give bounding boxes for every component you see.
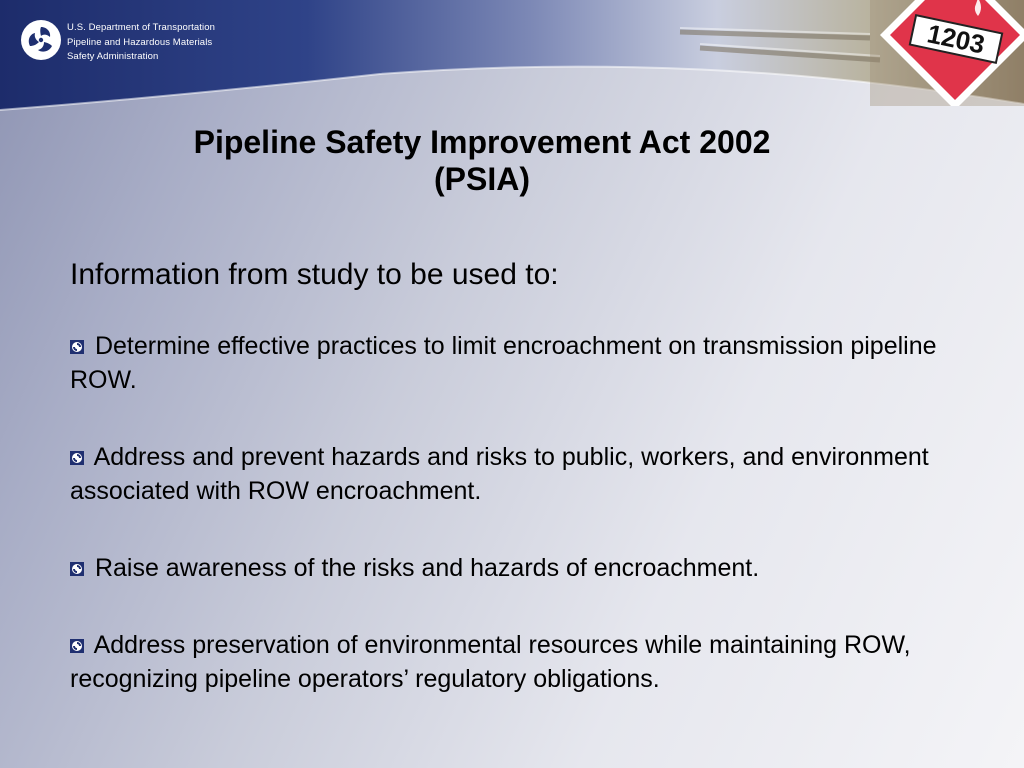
bullet-item bbox=[70, 551, 960, 585]
agency-line-2: Safety Administration bbox=[67, 51, 159, 62]
hazmat-placard-image bbox=[870, 0, 1024, 106]
dot-bullet-icon bbox=[70, 562, 84, 576]
bullet-item bbox=[70, 329, 960, 397]
agency-line-1: Pipeline and Hazardous Materials bbox=[67, 37, 213, 48]
dot-bullet-icon bbox=[70, 340, 84, 354]
dot-bullet-icon bbox=[70, 639, 84, 653]
bullet-text: Address preservation of environmental resources while maintaining ROW, recognizing pipeline operators’ regulatory obligations. bbox=[70, 631, 911, 693]
department-name: U.S. Department of Transportation bbox=[67, 22, 215, 33]
triskelion-logo-icon bbox=[25, 24, 57, 56]
dot-logo bbox=[21, 20, 61, 60]
bullet-text: Determine effective practices to limit encroachment on transmission pipeline ROW. bbox=[70, 332, 937, 394]
placard-number: 1203 bbox=[924, 18, 988, 60]
header-banner bbox=[0, 0, 1024, 112]
dot-bullet-icon bbox=[70, 451, 84, 465]
bullet-item bbox=[70, 628, 960, 696]
bullet-text: Raise awareness of the risks and hazards of encroachment. bbox=[88, 554, 760, 582]
slide-title-line-1: Pipeline Safety Improvement Act 2002 bbox=[193, 124, 771, 160]
slide-title-line-2: (PSIA) bbox=[434, 161, 530, 197]
slide-title bbox=[100, 124, 864, 198]
agency-name bbox=[67, 21, 215, 64]
bullet-item bbox=[70, 440, 960, 508]
slide-subtitle: Information from study to be used to: bbox=[70, 258, 559, 291]
bullet-text: Address and prevent hazards and risks to public, workers, and environment associated with ROW encroachment. bbox=[70, 443, 929, 505]
